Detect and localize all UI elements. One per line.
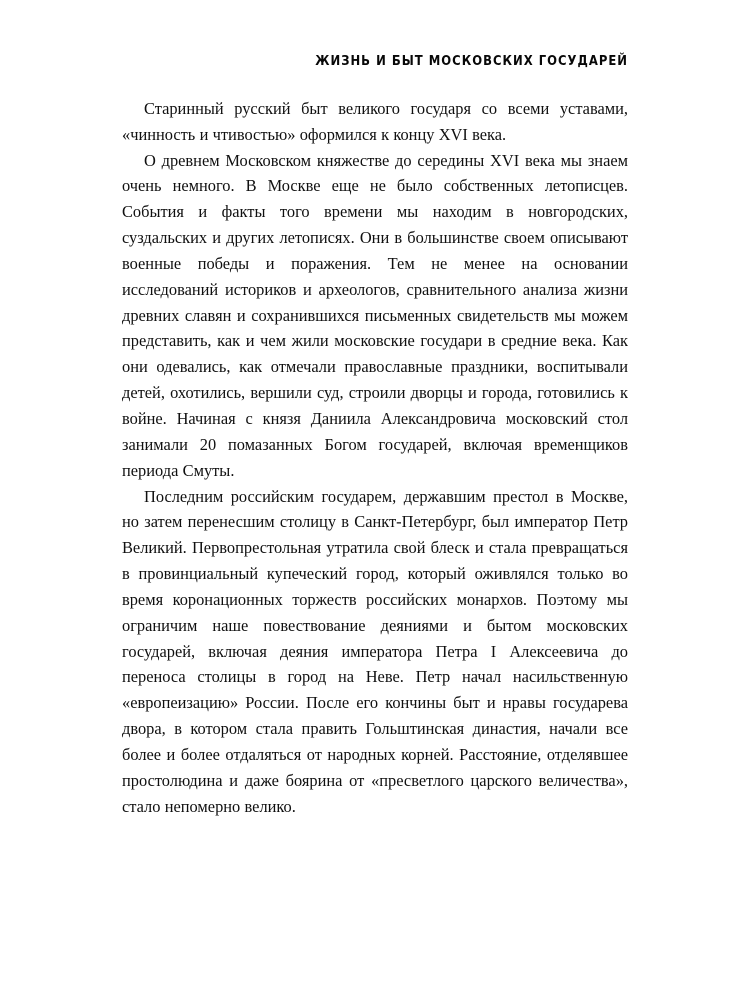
paragraph: О древнем Московском княжестве до середины XVI века мы знаем очень немного. В Москве еще не было собственных летописцев. События и факты того времени мы находим в новгородских, суздальских и других летописях. Они в большинстве своем описывают военные победы и поражения. Тем не менее на основании исследований историков и археологов, сравнительного анализа жизни древних славян и сохранившихся письменных свидетельств мы можем представить, как и чем жили московские государи в средние века. Как они одевались, как отмечали православные праздники, воспитывали детей, охотились, вершили суд, строили дворцы и города, готовились к войне. Начиная с князя Даниила Александровича московский стол занимали 20 помазанных Богом государей, включая временщиков периода Смуты. [122,150,628,480]
paragraph: Последним российским государем, державшим престол в Москве, но затем перенесшим столицу в Санкт-Петербург, был император Петр Великий. Первопрестольная утратила свой блеск и стала превращаться в провинциальный купеческий город, который оживлялся только во время коронационных торжеств российских монархов. Поэтому мы ограничим наше повествование деяниями и бытом московских государей, включая деяния императора Петра I Алексеевича до переноса столицы в город на Неве. Петр начал насильственную «европеизацию» России. После его кончины быт и нравы государева двора, в котором стала править Гольштинская династия, начали все более и более отдаляться от народных корней. Расстояние, отделявшее простолюдина и даже боярина от «пресветлого царского величества», стало непомерно велико. [122,486,628,816]
page-content [122,54,628,819]
body-text [122,96,628,820]
running-head: ЖИЗНЬ И БЫТ МОСКОВСКИХ ГОСУДАРЕЙ [315,54,628,69]
paragraph: Старинный русский быт великого государя со всеми уставами, «чинность и чтивостью» оформился к концу XVI века. [122,98,628,144]
